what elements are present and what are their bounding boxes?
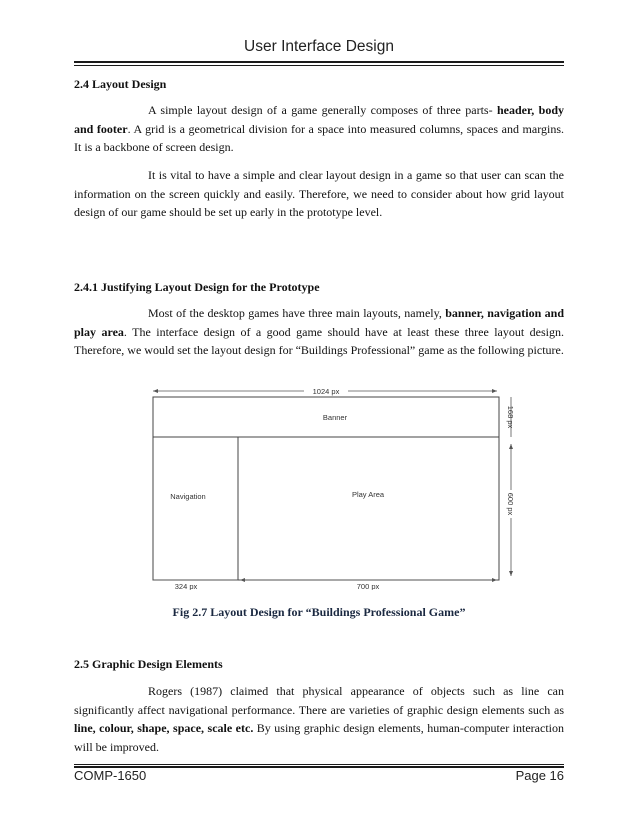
text-run: . The interface design of a good game should have at least these three layout design. Therefore, we would set the layout design for “Buildings Professional” game as the following picture.: [74, 324, 565, 358]
section-heading-2-4: 2.4 Layout Design: [74, 77, 167, 91]
play-width-label: 700 px: [356, 582, 380, 590]
figure-caption: Fig 2.7 Layout Design for “Buildings Professional Game”: [172, 605, 466, 619]
course-code: COMP-1650: [74, 768, 147, 783]
bold-text-run: header, body and footer: [74, 103, 564, 136]
bold-text-run: banner, navigation and play area: [74, 306, 564, 339]
header-rule-thin: [74, 65, 564, 66]
height-label: 600 px: [506, 492, 515, 516]
arrowhead: [509, 571, 513, 576]
section-heading-2-4-1: 2.4.1 Justifying Layout Design for the Prototype: [74, 280, 320, 294]
bold-text-run: line, colour, shape, space, scale etc.: [74, 721, 254, 736]
navigation-label: Navigation: [170, 492, 206, 501]
arrowhead: [153, 389, 158, 393]
paragraph-justifying: [74, 304, 564, 360]
header-rule-thick: [74, 61, 564, 63]
text-run: Rogers (1987) claimed that physical appearance of objects such as line can significantly affect navigational performance. There are varieties of graphic design elements such as: [74, 684, 564, 717]
layout-frame: [153, 397, 499, 580]
play-area-label: Play Area: [351, 490, 385, 499]
text-run: . A grid is a geometrical division for a space into measured columns, spaces and margins. It is a backbone of screen design.: [74, 121, 564, 155]
width-label: 1024 px: [312, 387, 340, 396]
paragraph-graphic-elements: [74, 682, 564, 757]
footer-rule-thick: [74, 766, 564, 768]
banner-label: Banner: [322, 413, 348, 422]
text-run: By using graphic design elements, human-computer interaction will be improved.: [74, 721, 564, 755]
banner-height-label: 168 px: [506, 405, 515, 429]
paragraph-layout-vital: [74, 166, 564, 222]
text-run: A simple layout design of a game generally composes of three parts-: [148, 103, 497, 117]
footer-rule-thin: [74, 764, 564, 765]
text-run: It is vital to have a simple and clear layout design in a game so that user can scan the information on the screen quickly and easily. Therefore, we need to consider about how grid layout design of our game should be set up early in the prototype level.: [74, 168, 564, 220]
arrowhead: [492, 389, 497, 393]
text-run: Most of the desktop games have three main layouts, namely,: [148, 306, 446, 320]
running-header: User Interface Design: [244, 38, 394, 55]
arrowhead: [509, 444, 513, 449]
nav-width-label: 324 px: [174, 582, 198, 590]
section-heading-2-5: 2.5 Graphic Design Elements: [74, 657, 223, 671]
paragraph-layout-intro: [74, 101, 564, 157]
page-number: Page 16: [515, 768, 564, 783]
layout-design-figure: [136, 382, 518, 590]
